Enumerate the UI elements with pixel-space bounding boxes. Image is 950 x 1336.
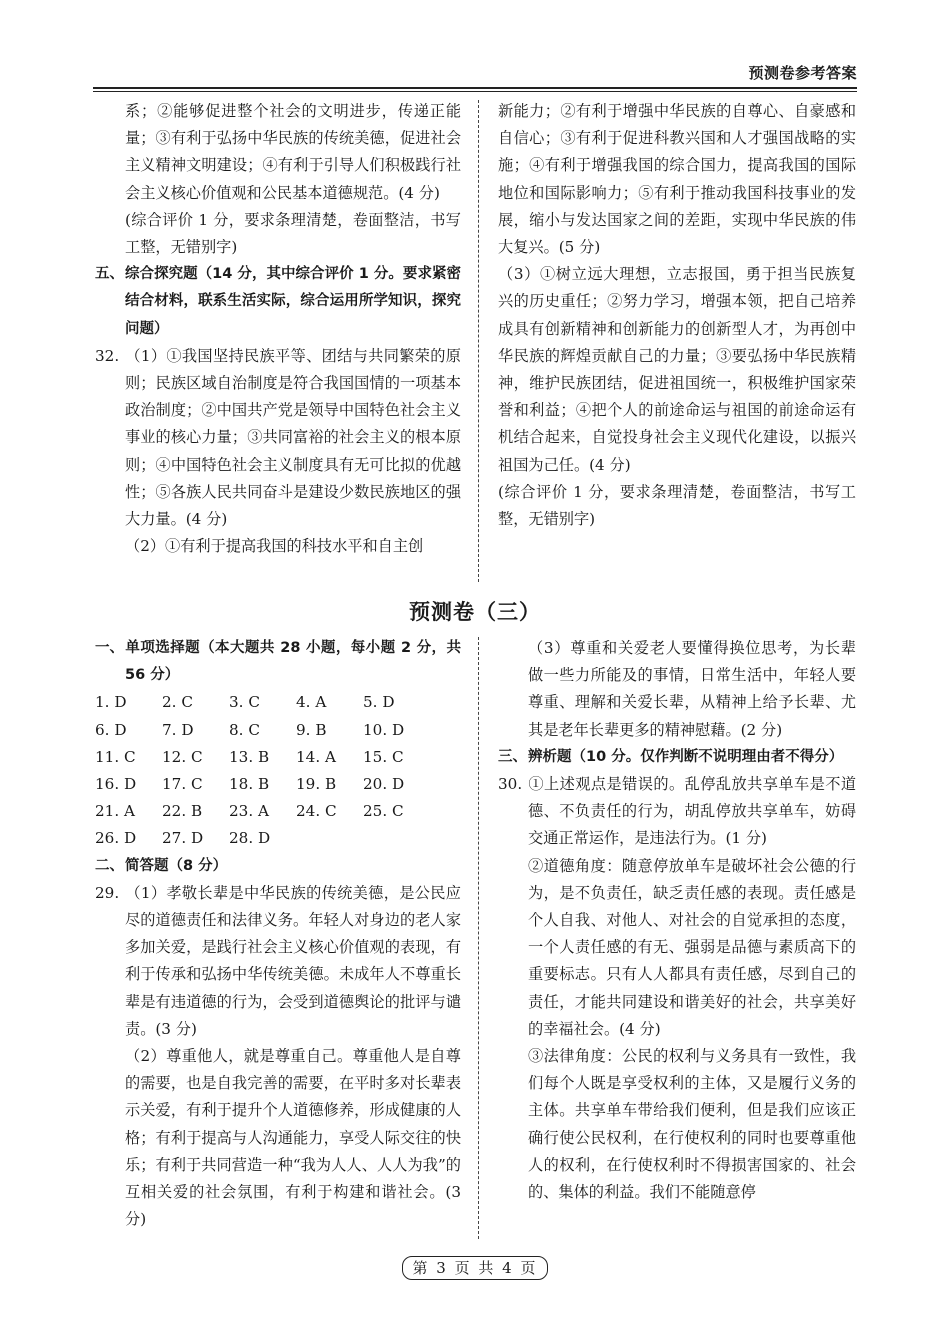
answer-item: 21. A [95, 802, 135, 821]
section-five-heading [95, 261, 461, 343]
top-right-column [498, 98, 856, 533]
top-left-column [95, 98, 461, 560]
section-five-text: 综合探究题（14 分，其中综合评价 1 分。要求紧密结合材料，联系生活实际，综合运用所学知识，探究问题） [125, 266, 461, 337]
q30-point1 [498, 771, 856, 853]
answer-item: 1. D [95, 693, 127, 712]
bottom-left-column [95, 635, 461, 1233]
header-rule [93, 87, 857, 89]
q29-number: 29. [95, 883, 120, 902]
answer-item: 18. B [229, 774, 270, 793]
header-rule-thin [93, 91, 857, 92]
answer-item: 6. D [95, 720, 127, 739]
section-one-text: 单项选择题（本大题共 28 小题，每小题 2 分，共 56 分） [125, 640, 461, 684]
top-right-comprehensive-note: (综合评价 1 分，要求条理清楚，卷面整洁，书写工整，无错别字) [498, 482, 856, 529]
section-title: 预测卷（三） [409, 599, 541, 624]
header-title: 预测卷参考答案 [748, 64, 857, 82]
q32-part3: （3）①树立远大理想，立志报国，勇于担当民族复兴的历史重任；②努力学习，增强本领，把自己培养成具有创新精神和创新能力的创新型人才，为再创中华民族的辉煌贡献自己的力量；③要弘扬中华民族精神，维护民族团结，促进祖国统一，积极维护国家荣誉和利益；④把个人的前途命运与祖国的前途命运有机结合起来，自觉投身社会主义现代化建设，以振兴祖国为己任。(4 分) [498, 265, 856, 474]
section-two-text: 简答题（8 分） [125, 857, 228, 874]
q32-part2-start: （2）①有利于提高我国的科技水平和自主创 [125, 537, 424, 556]
column-divider-bottom [478, 637, 479, 1239]
answer-item: 25. C [363, 802, 404, 821]
section-two-number: 二、 [95, 857, 124, 874]
section-five-number: 五、 [95, 266, 124, 283]
answer-item: 13. B [229, 747, 270, 766]
q30-number: 30. [498, 775, 523, 794]
q29-part1 [95, 880, 461, 1043]
q30-point2: ②道德角度：随意停放单车是破坏社会公德的行为，是不负责任，缺乏责任感的表现。责任感是个人自我、对他人、对社会的自觉承担的态度，一个人责任感的有无、强弱是品德与素质高下的重要标志。只有人人都具有责任感，尽到自己的责任，才能共同建设和谐美好的社会，共享美好的幸福社会。(4 分) [528, 856, 856, 1038]
section-three-heading [498, 744, 856, 771]
q32-number: 32. [95, 346, 120, 365]
bottom-right-column [498, 635, 856, 1206]
q32-part1 [95, 343, 461, 533]
answer-row [95, 689, 461, 716]
answer-item: 3. C [229, 693, 260, 712]
answer-item: 11. C [95, 747, 136, 766]
answer-item: 28. D [229, 829, 271, 848]
answer-row [95, 744, 461, 771]
answer-item: 14. A [296, 747, 336, 766]
answer-item: 2. C [162, 693, 193, 712]
answer-item: 12. C [162, 747, 203, 766]
answer-item: 17. C [162, 774, 203, 793]
section-one-heading [95, 635, 461, 689]
answer-item: 22. B [162, 802, 203, 821]
q29-part3: （3）尊重和关爱老人要懂得换位思考，为长辈做一些力所能及的事情，日常生活中，年轻人要尊重、理解和关爱长辈，从精神上给予长辈、尤其是老年长辈更多的精神慰藉。(2 分) [528, 639, 856, 739]
answer-row [95, 825, 461, 852]
answer-item: 23. A [229, 802, 269, 821]
answer-item: 15. C [363, 747, 404, 766]
answer-row [95, 771, 461, 798]
answer-item: 19. B [296, 774, 337, 793]
answer-item: 24. C [296, 802, 337, 821]
answer-item: 5. D [363, 693, 395, 712]
answer-row [95, 798, 461, 825]
q32-part2-continuation: 新能力；②有利于增强中华民族的自尊心、自豪感和自信心；③有利于促进科教兴国和人才强国战略的实施；④有利于增强我国的综合国力，提高我国的国际地位和国际影响力；⑤有利于推动我国科技事业的发展，缩小与发达国家之间的差距，实现中华民族的伟大复兴。(5 分) [498, 102, 856, 257]
section-two-heading [95, 853, 461, 880]
answer-item: 10. D [363, 720, 405, 739]
q30-point1-text: ①上述观点是错误的。乱停乱放共享单车是不道德、不负责任的行为，胡乱停放共享单车，妨碍交通正常运作，是违法行为。(1 分) [528, 775, 856, 848]
answer-item: 27. D [162, 829, 204, 848]
section-three-text: 辨析题（10 分。仅作判断不说明理由者不得分） [528, 748, 844, 765]
q32-part1-text: （1）①我国坚持民族平等、团结与共同繁荣的原则；民族区域自治制度是符合我国国情的一项基本政治制度；②中国共产党是领导中国特色社会主义事业的核心力量；③共同富裕的社会主义的根本原则；④中国特色社会主义制度具有无可比拟的优越性；⑤各族人民共同奋斗是建设少数民族地区的强大力量。(4 分) [125, 346, 461, 529]
answer-item: 20. D [363, 774, 405, 793]
answer-item: 16. D [95, 774, 137, 793]
answer-item: 9. B [296, 720, 327, 739]
q29-part1-text: （1）孝敬长辈是中华民族的传统美德，是公民应尽的道德责任和法律义务。年轻人对身边的老人家多加关爱，是践行社会主义核心价值观的表现，有利于传承和弘扬中华传统美德。未成年人不尊重长辈是有违道德的行为，会受到道德舆论的批评与谴责。(3 分) [125, 883, 461, 1038]
answer-item: 4. A [296, 693, 327, 712]
answer-grid [95, 689, 461, 852]
top-left-continuation: 系；②能够促进整个社会的文明进步，传递正能量；③有利于弘扬中华民族的传统美德，促进社会主义精神文明建设；④有利于引导人们积极践行社会主义核心价值观和公民基本道德规范。(4 分) [125, 102, 461, 202]
answer-row [95, 717, 461, 744]
q29-part2: （2）尊重他人，就是尊重自己。尊重他人是自尊的需要，也是自我完善的需要，在平时多对长辈表示关爱，有利于提升个人道德修养，形成健康的人格；有利于提高与人沟通能力，享受人际交往的快乐；有利于共同营造一种“我为人人、人人为我”的互相关爱的社会氛围，有利于构建和谐社会。(3 分) [125, 1046, 461, 1229]
top-left-comprehensive-note: (综合评价 1 分，要求条理清楚，卷面整洁，书写工整，无错别字) [125, 210, 461, 257]
page-footer [0, 1256, 950, 1280]
column-divider-top [478, 100, 479, 582]
answer-item: 8. C [229, 720, 260, 739]
answer-item: 26. D [95, 829, 137, 848]
section-three-number: 三、 [498, 748, 527, 765]
answer-item: 7. D [162, 720, 194, 739]
section-one-number: 一、 [95, 640, 124, 656]
q30-point3: ③法律角度：公民的权利与义务具有一致性，我们每个人既是享受权利的主体，又是履行义务的主体。共享单车带给我们便利，但是我们应该正确行使公民权利，在行使权利的同时也要尊重他人的权利，在行使权利时不得损害国家的、社会的、集体的利益。我们不能随意停 [528, 1047, 856, 1202]
page-number: 第 3 页 共 4 页 [402, 1256, 549, 1280]
